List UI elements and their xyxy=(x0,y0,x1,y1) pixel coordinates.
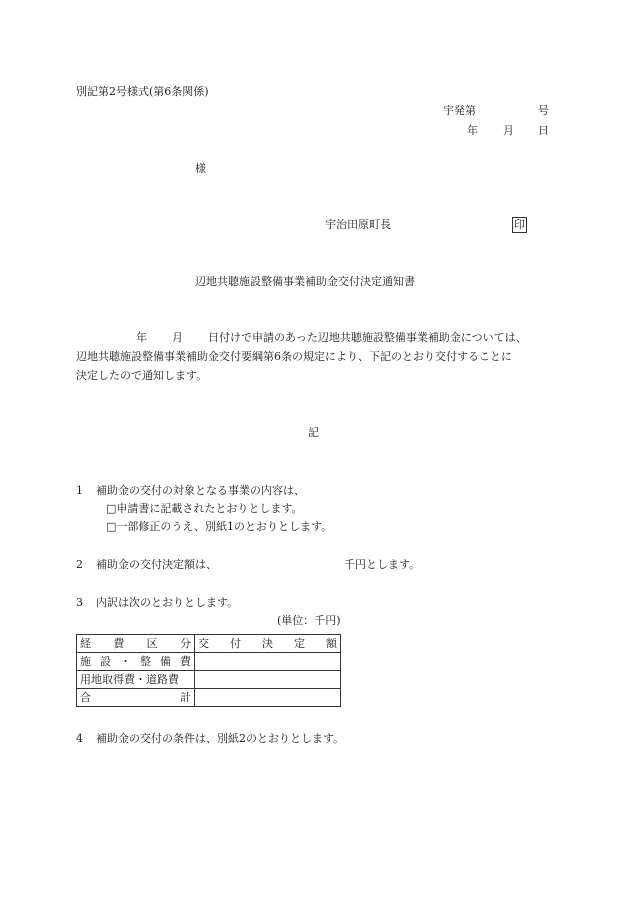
body-line2: 辺地共聴施設整備事業補助金交付要綱第6条の規定により、下記のとおり交付することに xyxy=(76,350,512,363)
row-label-cell xyxy=(77,671,195,689)
date-year: 年 xyxy=(467,124,478,137)
doc-number-suffix: 号 xyxy=(538,104,549,117)
header-expense-category xyxy=(80,638,191,649)
item2-amount-suffix: 千円とします。 xyxy=(344,558,421,571)
label-char: ・ xyxy=(120,655,131,668)
label-char: 定 xyxy=(294,637,305,650)
body-year: 年 xyxy=(136,331,147,344)
label-char: 額 xyxy=(326,637,337,650)
row-label-total xyxy=(80,692,191,703)
header-grant-amount xyxy=(198,638,337,649)
form-label: 別記第2号様式(第6条関係) xyxy=(76,85,209,98)
label-char: 付 xyxy=(230,637,241,650)
row-label-cell xyxy=(77,689,195,707)
row-value-cell xyxy=(195,671,341,689)
unit-note: (単位：千円) xyxy=(277,614,341,627)
label-char: 施 xyxy=(80,655,91,668)
date-day: 日 xyxy=(538,124,549,137)
label-char: 計 xyxy=(180,691,191,704)
ki-heading: 記 xyxy=(308,426,319,439)
item1-text: 補助金の交付の対象となる事業の内容は、 xyxy=(96,484,305,497)
item1-number: 1 xyxy=(76,484,83,497)
row-label-land: 用地取得費・道路費 xyxy=(80,673,179,686)
date-month: 月 xyxy=(503,124,514,137)
label-char: 備 xyxy=(160,655,171,668)
label-char: 設 xyxy=(100,655,111,668)
label-char: 経 xyxy=(80,637,91,650)
label-char: 区 xyxy=(146,637,158,650)
table-row xyxy=(77,671,341,689)
row-value-cell xyxy=(195,689,341,707)
item2-text: 補助金の交付決定額は、 xyxy=(96,558,217,571)
doc-number-prefix: 宇発第 xyxy=(443,104,476,117)
label-char: 合 xyxy=(80,691,91,704)
row-label-facility xyxy=(80,656,191,667)
document-title: 辺地共聴施設整備事業補助金交付決定通知書 xyxy=(195,275,415,288)
table-header-row xyxy=(77,635,341,653)
row-value-cell xyxy=(195,653,341,671)
table-row xyxy=(77,653,341,671)
body-line3: 決定したので通知します。 xyxy=(76,369,208,382)
issuer-name: 宇治田原町長 xyxy=(325,218,391,231)
label-char: 費 xyxy=(180,655,191,668)
label-char: 交 xyxy=(198,637,209,650)
item3-text: 内訳は次のとおりとします。 xyxy=(96,596,239,609)
item1-option-b: □一部修正のうえ、別紙1のとおりとします。 xyxy=(106,520,333,533)
table-row xyxy=(77,689,341,707)
label-char: 整 xyxy=(140,655,151,668)
header-cell xyxy=(77,635,195,653)
item2-number: 2 xyxy=(76,558,83,571)
breakdown-table xyxy=(76,634,341,707)
body-line1: 日付けで申請のあった辺地共聴施設整備事業補助金については、 xyxy=(208,331,527,344)
item4-text: 補助金の交付の条件は、別紙2のとおりとします。 xyxy=(96,732,345,745)
label-char: 分 xyxy=(179,637,191,650)
label-char: 費 xyxy=(113,637,125,650)
seal-label: 印 xyxy=(514,218,525,231)
addressee-suffix: 様 xyxy=(195,162,206,175)
item3-number: 3 xyxy=(76,596,83,609)
header-cell xyxy=(195,635,341,653)
item1-option-a: □申請書に記載されたとおりとします。 xyxy=(106,502,303,515)
body-month: 月 xyxy=(172,331,183,344)
label-char: 決 xyxy=(262,637,273,650)
seal-mark xyxy=(512,217,527,233)
item4-number: 4 xyxy=(76,732,83,745)
row-label-cell xyxy=(77,653,195,671)
